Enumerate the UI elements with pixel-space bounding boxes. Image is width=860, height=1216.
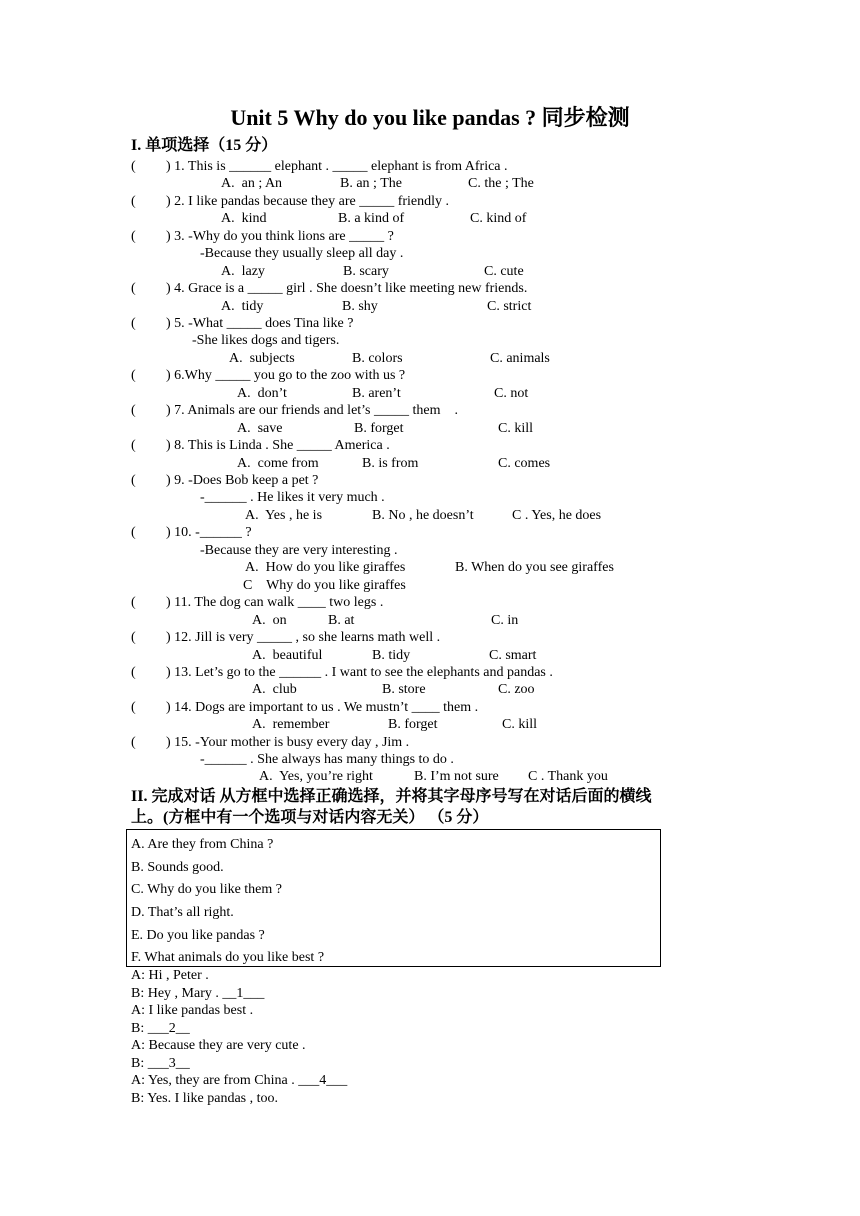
option-b: B. forget: [388, 717, 438, 732]
answer-paren: (: [131, 159, 136, 174]
option-a: A. kind: [221, 211, 267, 226]
option-c: C. animals: [490, 351, 550, 366]
answer-paren: (: [131, 735, 136, 750]
answer-paren: (: [131, 281, 136, 296]
dialogue-line: B: ___2__: [131, 1021, 190, 1036]
option-b: B. No , he doesn’t: [372, 508, 474, 523]
dialogue-line: B: Hey , Mary . __1___: [131, 986, 265, 1001]
question-stem: ) 14. Dogs are important to us . We mustn’t ____ them .: [166, 700, 479, 715]
answer-paren: (: [131, 595, 136, 610]
option-b: B. an ; The: [340, 176, 402, 191]
option-c: C. strict: [487, 299, 532, 314]
option-a: A. remember: [252, 717, 330, 732]
question-response: -Because they are very interesting .: [200, 543, 398, 558]
answer-paren: (: [131, 665, 136, 680]
option-a: A. tidy: [221, 299, 264, 314]
section-1-heading: I. 单项选择（15 分）: [131, 137, 278, 154]
option-c: C. kill: [502, 717, 538, 732]
option-b: B. tidy: [372, 648, 411, 663]
question-stem: ) 15. -Your mother is busy every day , Jim .: [166, 735, 410, 750]
question-stem: ) 1. This is ______ elephant . _____ elephant is from Africa .: [166, 159, 508, 174]
option-a: A. Yes, you’re right: [259, 769, 373, 784]
question-stem: ) 10. -______ ?: [166, 525, 252, 540]
question-stem: ) 4. Grace is a _____ girl . She doesn’t like meeting new friends.: [166, 281, 528, 296]
dialogue-line: B: Yes. I like pandas , too.: [131, 1091, 278, 1106]
option-b: B. I’m not sure: [414, 769, 499, 784]
option-b: B. a kind of: [338, 211, 405, 226]
option-a: A. come from: [237, 456, 319, 471]
question-response: -______ . She always has many things to do .: [200, 752, 454, 767]
question-stem: ) 6.Why _____ you go to the zoo with us ?: [166, 368, 406, 383]
question-stem: ) 3. -Why do you think lions are _____ ?: [166, 229, 394, 244]
option-a: A. an ; An: [221, 176, 283, 191]
section-2-heading-cont: 上。(方框中有一个选项与对话内容无关） （5 分）: [131, 809, 489, 826]
answer-paren: (: [131, 473, 136, 488]
section-2-heading: II. 完成对话 从方框中选择正确选择，并将其字母序号写在对话后面的横线: [131, 788, 652, 805]
answer-paren: (: [131, 403, 136, 418]
option-b: B. colors: [352, 351, 403, 366]
option-c: C. comes: [498, 456, 551, 471]
option-b: B. aren’t: [352, 386, 401, 401]
question-stem: ) 13. Let’s go to the ______ . I want to see the elephants and pandas .: [166, 665, 553, 680]
question-stem: ) 5. -What _____ does Tina like ?: [166, 316, 354, 331]
answer-paren: (: [131, 316, 136, 331]
dialogue-line: A: Yes, they are from China . ___4___: [131, 1073, 348, 1088]
option-c: C. the ; The: [468, 176, 534, 191]
option-c: C. in: [491, 613, 519, 628]
option-c: C. cute: [484, 264, 524, 279]
box-option: D. That’s all right.: [131, 905, 234, 920]
answer-paren: (: [131, 630, 136, 645]
box-option: F. What animals do you like best ?: [131, 950, 325, 965]
answer-paren: (: [131, 700, 136, 715]
option-a: A. How do you like giraffes: [245, 560, 406, 575]
option-a: A. Yes , he is: [245, 508, 323, 523]
option-a: A. beautiful: [252, 648, 323, 663]
option-b: B. forget: [354, 421, 404, 436]
dialogue-line: B: ___3__: [131, 1056, 190, 1071]
question-response: -Because they usually sleep all day .: [200, 246, 404, 261]
question-response: -______ . He likes it very much .: [200, 490, 385, 505]
option-a: A. don’t: [237, 386, 287, 401]
option-c: C . Thank you: [528, 769, 608, 784]
option-c: C. kill: [498, 421, 534, 436]
box-option: C. Why do you like them ?: [131, 882, 282, 897]
dialogue-line: A: I like pandas best .: [131, 1003, 254, 1018]
option-c: C. kind of: [470, 211, 527, 226]
answer-paren: (: [131, 438, 136, 453]
page-title: Unit 5 Why do you like pandas ? 同步检测: [230, 105, 630, 130]
option-b: B. at: [328, 613, 355, 628]
option-a: A. save: [237, 421, 283, 436]
option-a: A. subjects: [229, 351, 295, 366]
option-a: A. lazy: [221, 264, 265, 279]
option-c: C . Yes, he does: [512, 508, 602, 523]
question-stem: ) 9. -Does Bob keep a pet ?: [166, 473, 319, 488]
option-b: B. is from: [362, 456, 419, 471]
option-a: A. club: [252, 682, 297, 697]
question-stem: ) 8. This is Linda . She _____ America .: [166, 438, 390, 453]
answer-paren: (: [131, 368, 136, 383]
box-option: A. Are they from China ?: [131, 837, 274, 852]
question-stem: ) 2. I like pandas because they are _____ friendly .: [166, 194, 450, 209]
option-a: A. on: [252, 613, 287, 628]
box-option: E. Do you like pandas ?: [131, 928, 265, 943]
option-c: C Why do you like giraffes: [243, 578, 406, 593]
option-c: C. not: [494, 386, 529, 401]
question-response: -She likes dogs and tigers.: [192, 333, 340, 348]
answer-paren: (: [131, 194, 136, 209]
question-stem: ) 11. The dog can walk ____ two legs .: [166, 595, 384, 610]
question-stem: ) 12. Jill is very _____ , so she learns math well .: [166, 630, 441, 645]
dialogue-line: A: Hi , Peter .: [131, 968, 209, 983]
box-option: B. Sounds good.: [131, 860, 224, 875]
question-stem: ) 7. Animals are our friends and let’s _____ them .: [166, 403, 458, 418]
option-c: C. smart: [489, 648, 537, 663]
option-b: B. store: [382, 682, 426, 697]
option-b: B. When do you see giraffes: [455, 560, 614, 575]
option-b: B. shy: [342, 299, 378, 314]
answer-paren: (: [131, 525, 136, 540]
answer-paren: (: [131, 229, 136, 244]
option-c: C. zoo: [498, 682, 535, 697]
option-b: B. scary: [343, 264, 389, 279]
dialogue-line: A: Because they are very cute .: [131, 1038, 306, 1053]
